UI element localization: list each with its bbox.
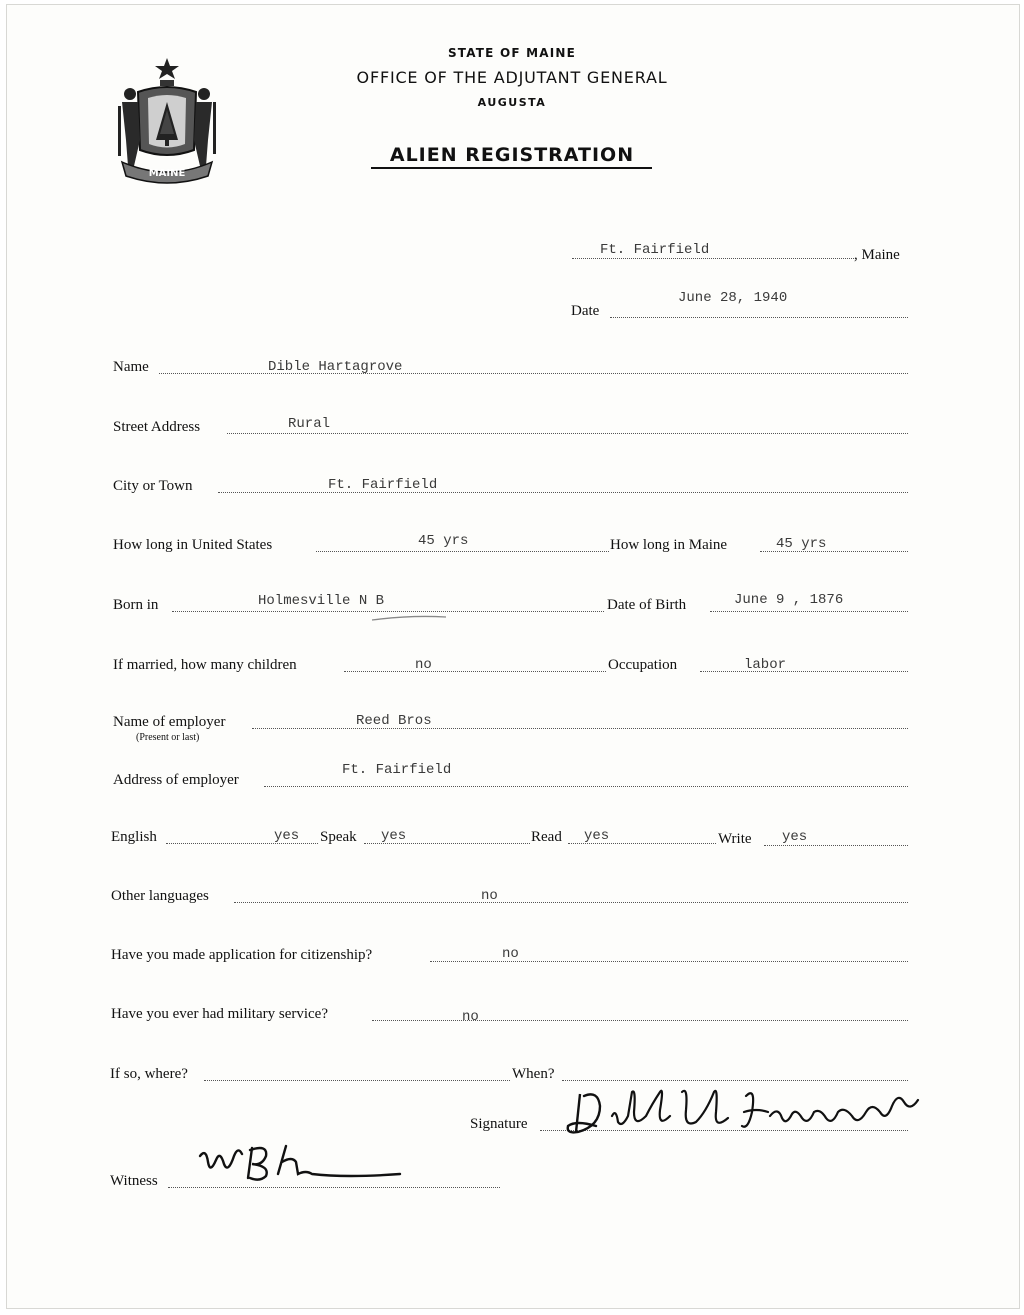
name-value: Dible Hartagrove: [268, 359, 403, 375]
children-label: If married, how many children: [113, 657, 297, 673]
speak-value: yes: [381, 828, 407, 844]
us-years-line: [316, 551, 609, 552]
witness-label: Witness: [110, 1173, 158, 1189]
place-suffix: , Maine: [854, 247, 900, 263]
military-value: no: [462, 1009, 479, 1025]
where-label: If so, where?: [110, 1066, 188, 1082]
witness-initials-handwriting: [196, 1138, 406, 1184]
english-value: yes: [274, 828, 300, 844]
dob-label: Date of Birth: [607, 597, 687, 613]
children-line: [344, 671, 606, 672]
military-line: [372, 1020, 908, 1021]
citizenship-label: Have you made application for citizenship?: [111, 947, 373, 963]
name-label: Name: [113, 359, 149, 375]
date-value: June 28, 1940: [678, 290, 788, 306]
place-value: Ft. Fairfield: [600, 242, 710, 258]
city-value: Ft. Fairfield: [328, 477, 438, 493]
svg-text:MAINE: MAINE: [148, 168, 186, 179]
form-title: ALIEN REGISTRATION: [389, 144, 635, 166]
military-label: Have you ever had military service?: [111, 1006, 328, 1022]
born-in-value: Holmesville N B: [258, 593, 385, 609]
employer-line: [252, 728, 908, 729]
occupation-value: labor: [744, 657, 787, 673]
born-in-line: [172, 611, 604, 612]
city-line: [218, 492, 908, 493]
write-value: yes: [782, 829, 808, 845]
occupation-line: [700, 671, 908, 672]
signature-handwriting: [556, 1082, 926, 1142]
employer-note: (Present or last): [136, 732, 200, 743]
title-underline: [371, 167, 652, 169]
date-label: Date: [571, 303, 600, 319]
employer-address-line: [264, 786, 908, 787]
when-line: [562, 1080, 908, 1081]
street-value: Rural: [288, 416, 331, 432]
where-line: [204, 1080, 510, 1081]
employer-label: Name of employer: [113, 714, 226, 730]
write-label: Write: [718, 831, 752, 847]
us-years-label: How long in United States: [113, 537, 273, 553]
read-label: Read: [531, 829, 562, 845]
english-label: English: [111, 829, 157, 845]
street-line: [227, 433, 908, 434]
maine-years-label: How long in Maine: [610, 537, 728, 553]
dob-value: June 9 , 1876: [734, 592, 844, 608]
when-label: When?: [512, 1066, 555, 1082]
street-label: Street Address: [113, 419, 201, 435]
witness-line: [168, 1187, 500, 1188]
date-line: [610, 317, 908, 318]
speak-label: Speak: [320, 829, 357, 845]
place-line: [572, 258, 854, 259]
other-languages-label: Other languages: [111, 888, 209, 904]
occupation-label: Occupation: [608, 657, 678, 673]
city-heading: AUGUSTA: [477, 96, 547, 109]
maine-years-value: 45 yrs: [776, 536, 827, 552]
employer-value: Reed Bros: [356, 713, 432, 729]
employer-address-value: Ft. Fairfield: [342, 762, 452, 778]
write-line: [764, 845, 908, 846]
us-years-value: 45 yrs: [418, 533, 469, 549]
underline-mark: [370, 613, 450, 625]
dob-line: [710, 611, 908, 612]
read-value: yes: [584, 828, 610, 844]
signature-label: Signature: [470, 1116, 528, 1132]
employer-address-label: Address of employer: [113, 772, 239, 788]
state-heading: STATE OF MAINE: [447, 46, 577, 60]
citizenship-value: no: [502, 946, 519, 962]
born-in-label: Born in: [113, 597, 159, 613]
office-heading: OFFICE OF THE ADJUTANT GENERAL: [356, 68, 668, 87]
other-languages-value: no: [481, 888, 498, 904]
other-languages-line: [234, 902, 908, 903]
children-value: no: [415, 657, 432, 673]
city-label: City or Town: [113, 478, 193, 494]
